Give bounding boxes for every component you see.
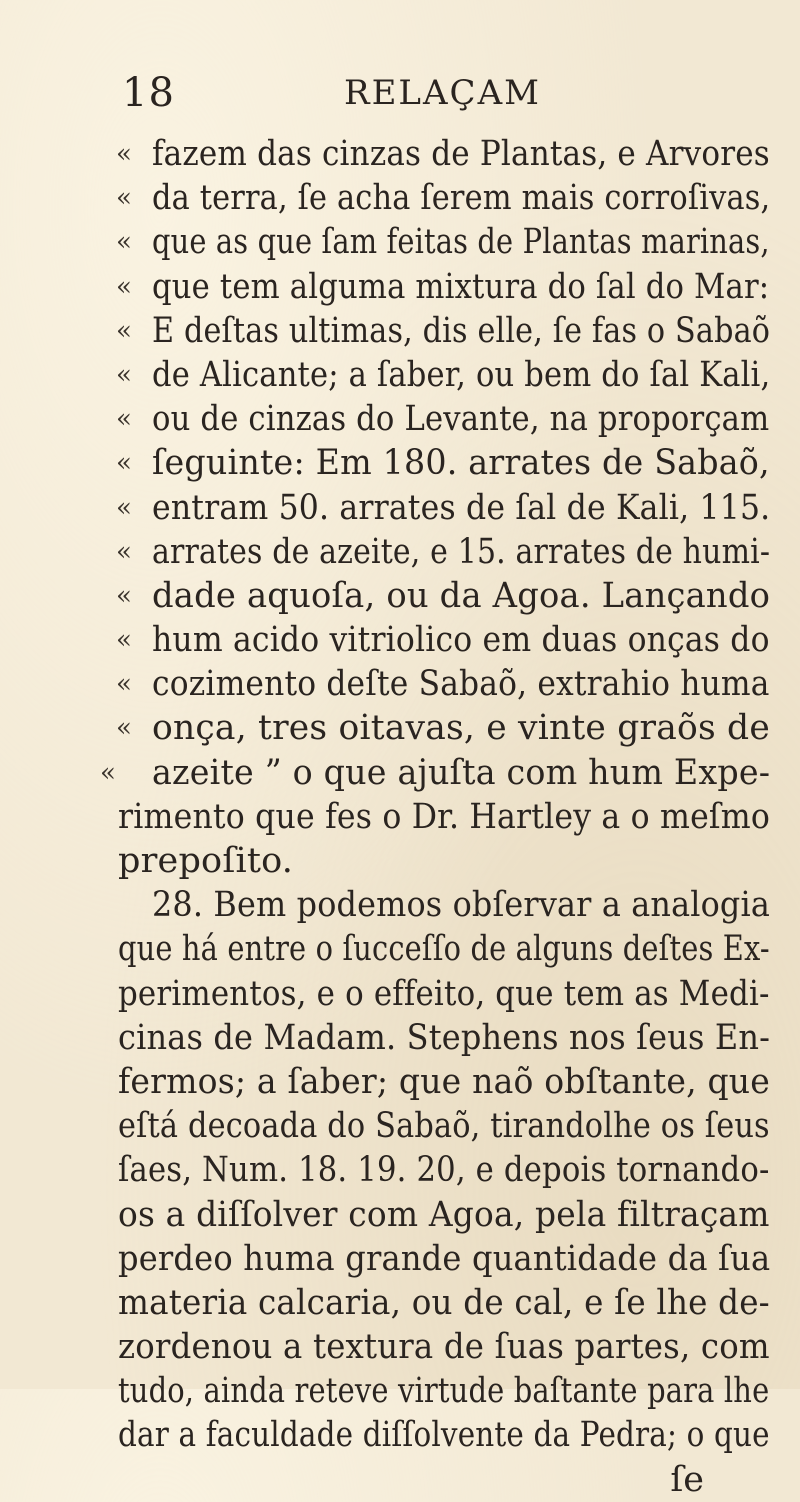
line-text: perdeo huma grande quantidade da ſua (118, 1238, 771, 1279)
line-text: tudo, ainda reteve virtude baſtante para lhe (118, 1371, 770, 1412)
quoted-line (0, 265, 800, 309)
quoted-line (0, 662, 800, 706)
body-line (0, 1237, 800, 1281)
line-text: onça, tres oitavas, e vinte graõs de (152, 708, 770, 749)
body-line (0, 972, 800, 1016)
line-text: que há entre o ſucceſſo de alguns deſtes Ex- (118, 929, 770, 970)
line-text: materia calcaria, ou de cal, e ſe lhe de- (118, 1282, 770, 1323)
line-text: zordenou a textura de ſuas partes, com (118, 1327, 770, 1368)
line-text: os a diſſolver com Agoa, pela filtraçam (118, 1194, 770, 1235)
quote-mark: « (116, 669, 132, 700)
quoted-line (0, 132, 800, 176)
line-text: de Alicante; a ſaber, ou bem do ſal Kali, (152, 354, 771, 395)
body-line (0, 839, 800, 883)
body-line (0, 1413, 800, 1457)
line-text: fermos; a ſaber; que naõ obſtante, que (118, 1061, 771, 1102)
line-text: rimento que fes o Dr. Hartley a o meſmo (118, 796, 771, 837)
running-head (122, 66, 762, 120)
line-text: fazem das cinzas de Plantas, e Arvores (152, 134, 770, 174)
quoted-line (0, 574, 800, 618)
quote-mark: « (116, 271, 132, 302)
body-line (0, 1281, 800, 1325)
quoted-line (0, 353, 800, 397)
quote-mark: « (116, 536, 132, 567)
body-line (0, 1104, 800, 1148)
body-line (0, 1193, 800, 1237)
quoted-line (0, 441, 800, 485)
quoted-passage (0, 132, 800, 795)
body-line (0, 1369, 800, 1413)
body-line (0, 1016, 800, 1060)
quoted-line (0, 751, 800, 795)
line-text: azeite ” o que ajuſta com hum Expe- (152, 752, 771, 793)
line-text: 28. Bem podemos obſervar a analogia (152, 885, 770, 926)
line-text: prepoſito. (118, 841, 294, 881)
catchword: ſe (670, 1459, 704, 1500)
quote-mark: « (100, 757, 116, 788)
line-text: que as que ſam feitas de Plantas marinas, (152, 222, 770, 263)
line-text: E deſtas ultimas, dis elle, ſe fas o Sabaõ (152, 310, 771, 351)
quoted-line (0, 220, 800, 264)
body-line (0, 883, 800, 927)
quoted-line (0, 530, 800, 574)
body-passage (0, 795, 800, 1458)
body-line (0, 1325, 800, 1369)
quote-mark: « (116, 139, 132, 169)
quote-mark: « (116, 183, 132, 214)
body-line (0, 1148, 800, 1192)
line-text: eſtá decoada do Sabaõ, tirandolhe os ſeus (118, 1106, 770, 1147)
quote-mark: « (116, 315, 132, 346)
line-text: da terra, ſe acha ſerem mais corroſivas, (152, 178, 771, 219)
quoted-line (0, 618, 800, 662)
line-text: cozimento deſte Sabaõ, extrahio huma (152, 664, 770, 705)
page-number: 18 (122, 70, 175, 116)
line-text: dade aquoſa, ou da Agoa. Lançando (152, 575, 771, 616)
quote-mark: « (116, 227, 132, 258)
line-text: entram 50. arrates de ſal de Kali, 115. (152, 487, 771, 528)
catchword-line (0, 1458, 800, 1502)
quoted-line (0, 397, 800, 441)
line-text: ſeguinte: Em 180. arrates de Sabaõ, (152, 443, 770, 484)
quoted-line (0, 176, 800, 220)
body-line (0, 927, 800, 971)
quoted-line (0, 309, 800, 353)
line-text: perimentos, e o effeito, que tem as Medi- (118, 973, 770, 1014)
quote-mark: « (116, 492, 132, 523)
running-title: RELAÇAM (344, 73, 541, 113)
line-text: ou de cinzas do Levante, na proporçam (152, 399, 770, 440)
quote-mark: « (116, 580, 132, 611)
quote-mark: « (116, 625, 132, 656)
quote-mark: « (116, 448, 132, 479)
quote-mark: « (116, 359, 132, 390)
quote-mark: « (116, 404, 132, 435)
quoted-line (0, 706, 800, 750)
body-line (0, 795, 800, 839)
quote-mark: « (116, 713, 132, 744)
line-text: cinas de Madam. Stephens nos ſeus En- (118, 1017, 771, 1058)
line-text: que tem alguma mixtura do ſal do Mar: (152, 266, 770, 307)
line-text: arrates de azeite, e 15. arrates de humi- (152, 531, 771, 572)
text-block (0, 132, 800, 1502)
line-text: hum acido vitriolico em duas onças do (152, 620, 770, 661)
body-line (0, 1060, 800, 1104)
line-text: ſaes, Num. 18. 19. 20, e depois tornando- (118, 1150, 770, 1191)
line-text: dar a faculdade diſſolvente da Pedra; o que (118, 1415, 770, 1456)
quoted-line (0, 486, 800, 530)
